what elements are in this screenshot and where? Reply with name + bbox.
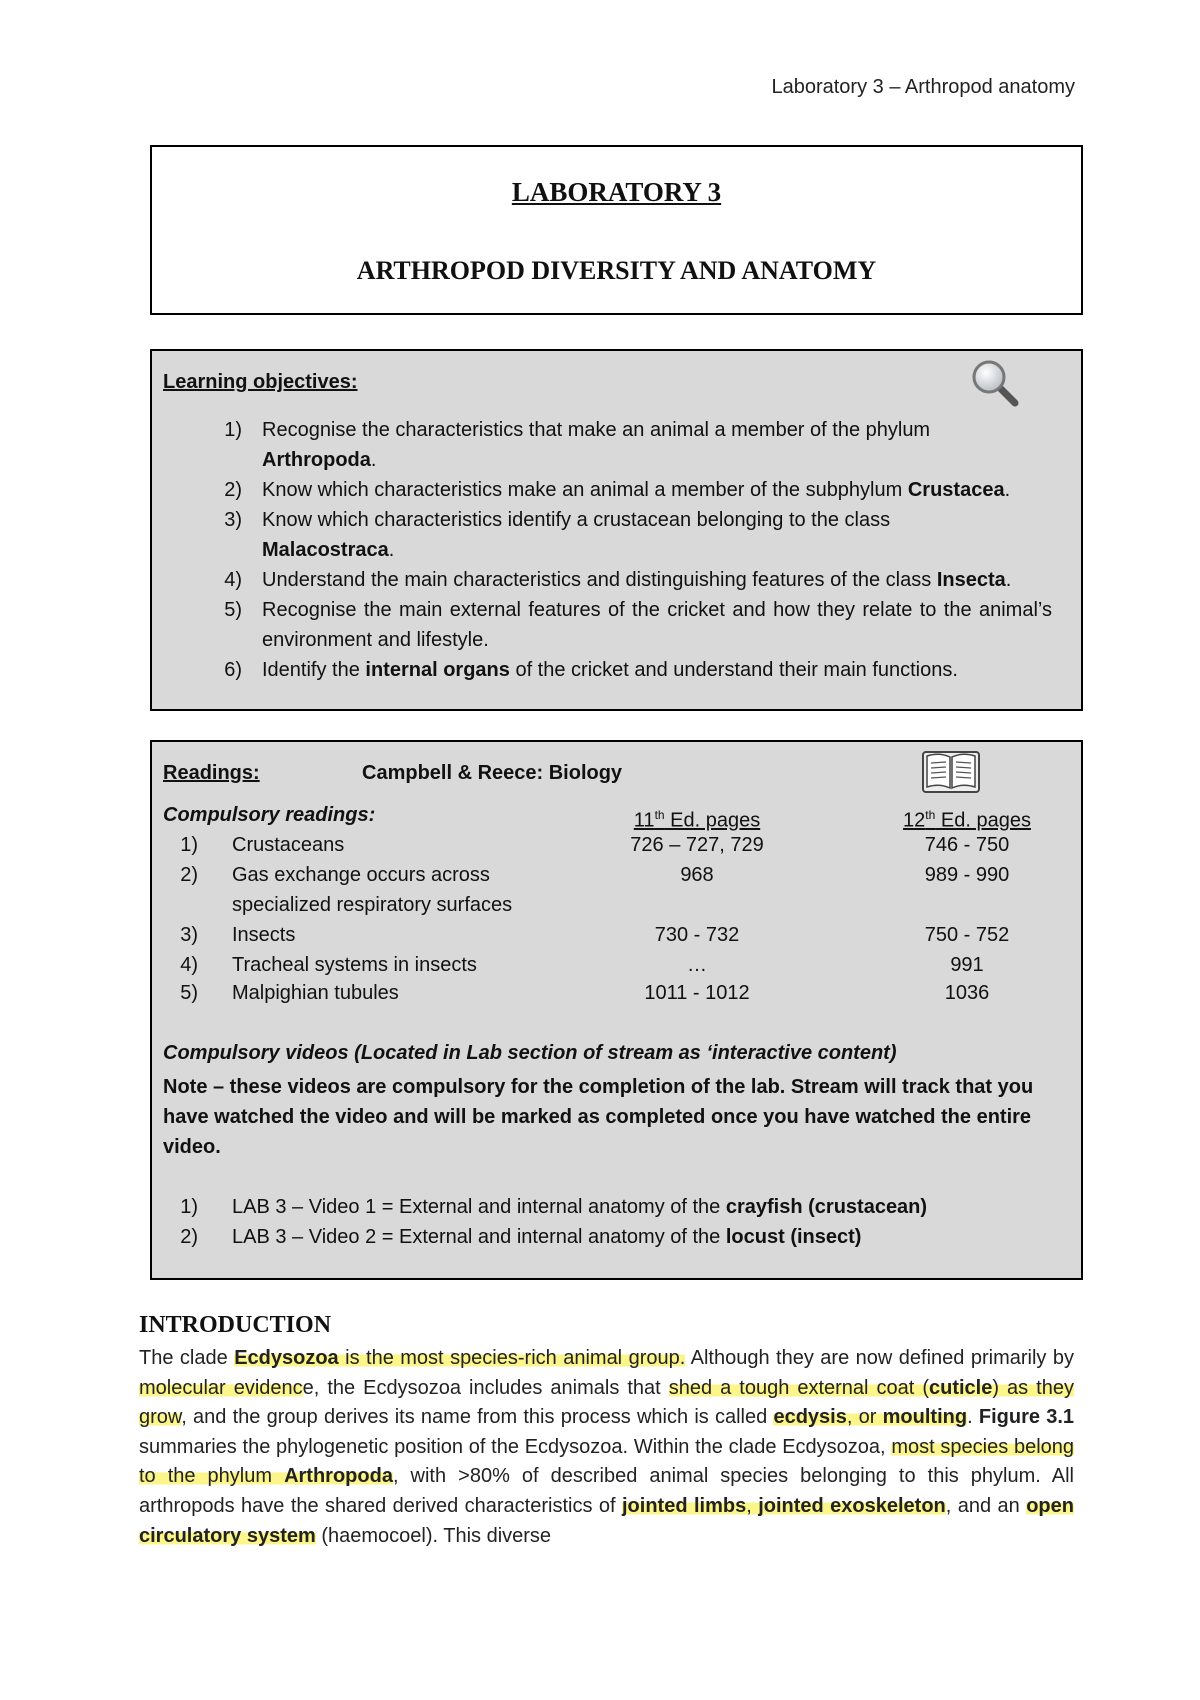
objectives-heading: Learning objectives:: [163, 371, 358, 393]
objective-item: 5) Recognise the main external features of the cricket and how they relate to the animal’s environment and lifestyle.: [224, 599, 1052, 651]
introduction-paragraph: The clade Ecdysozoa is the most species-rich animal group. Although they are now defined primarily by molecular evidence, the Ecdysozoa includes animals that shed a tough external coat (cuticle) as they grow, and the group derives its name from this process which is called ecdysis, or moulting. Figure 3.1 summaries the phylogenetic position of the Ecdysozoa. Within the clade Ecdysozoa, most species belong to the phylum Arthropoda, with >80% of described animal species belonging to this phylum. All arthropods have the shared derived characteristics of jointed limbs, jointed exoskeleton, and an open circulatory system (haemocoel). This diverse: [139, 1347, 1075, 1547]
reading-row: 4) Tracheal systems in insects … 991: [180, 954, 984, 976]
book-icon: [921, 748, 981, 796]
compulsory-readings-heading: Compulsory readings:: [163, 804, 376, 826]
readings-heading: Readings:: [163, 762, 260, 784]
col-11th-ed: 11th Ed. pages: [633, 808, 761, 832]
reading-row: 2) Gas exchange occurs across 968 989 - 990: [180, 864, 1010, 886]
introduction-heading: INTRODUCTION: [139, 1312, 332, 1338]
objective-item: 1) Recognise the characteristics that make an animal a member of the phylum Arthropoda.: [224, 419, 931, 471]
reading-row: 5) Malpighian tubules 1011 - 1012 1036: [180, 982, 990, 1004]
objectives-list: [192, 415, 1052, 685]
readings-box: [150, 740, 1083, 1280]
reading-row: 1) Crustaceans 726 – 727, 729 746 - 750: [180, 834, 1010, 856]
compulsory-videos-heading: Compulsory videos (Located in Lab section of stream as ‘interactive content): [163, 1042, 897, 1064]
videos-note: Note – these videos are compulsory for the completion of the lab. Stream will track that you have watched the video and will be marked as completed once you have watched the entire video.: [163, 1076, 1034, 1158]
magnifier-icon: [969, 357, 1021, 409]
objective-item: 4) Understand the main characteristics and distinguishing features of the class Insecta.: [224, 569, 1012, 591]
col-12th-ed: 12th Ed. pages: [903, 808, 1031, 832]
readings-book-title: Campbell & Reece: Biology: [362, 762, 623, 784]
readings-header-row: [152, 800, 1081, 830]
reading-row: 3) Insects 730 - 732 750 - 752: [180, 924, 1010, 946]
objective-item: 2) Know which characteristics make an animal a member of the subphylum Crustacea.: [224, 479, 1011, 501]
video-item: 2) LAB 3 – Video 2 = External and internal anatomy of the locust (insect): [180, 1226, 862, 1248]
objective-item: 6) Identify the internal organs of the cricket and understand their main functions.: [224, 659, 958, 681]
lab-title: LABORATORY 3: [511, 177, 722, 207]
title-box: [150, 145, 1083, 315]
video-item: 1) LAB 3 – Video 1 = External and internal anatomy of the crayfish (crustacean): [180, 1196, 928, 1218]
running-header: Laboratory 3 – Arthropod anatomy: [771, 76, 1075, 98]
learning-objectives-box: [150, 349, 1083, 711]
objective-item: 3) Know which characteristics identify a crustacean belonging to the class Malacostraca.: [224, 509, 891, 561]
reading-row-continued: specialized respiratory surfaces: [232, 894, 513, 916]
lab-subtitle: ARTHROPOD DIVERSITY AND ANATOMY: [356, 256, 877, 285]
